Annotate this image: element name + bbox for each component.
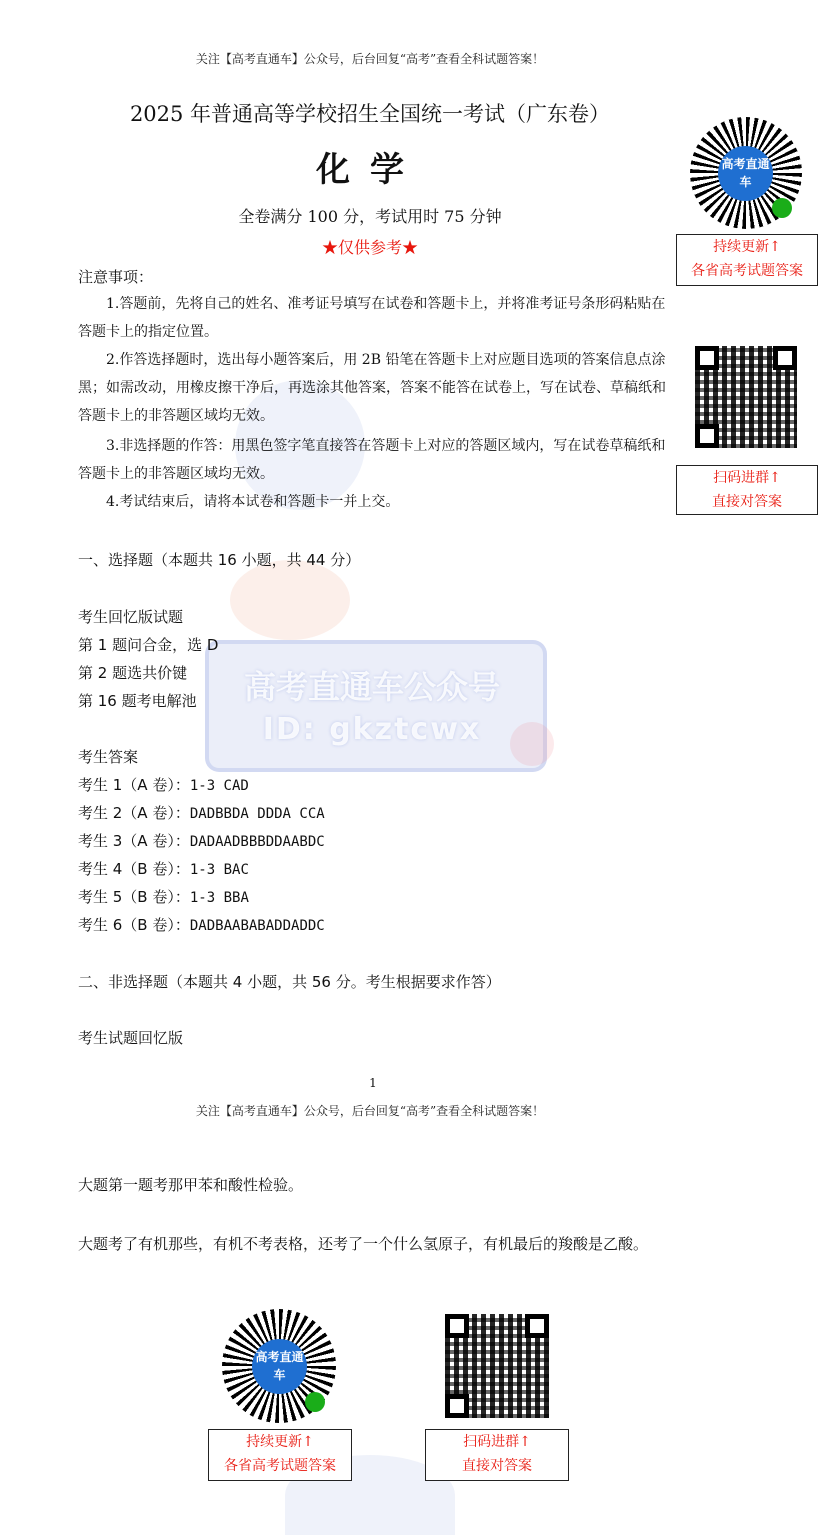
section2-heading: 二、非选择题（本题共 4 小题，共 56 分。考生根据要求作答） — [78, 973, 501, 991]
answer-value: DADAADBBBDDAABDC — [189, 834, 325, 850]
answer-label: 考生 1（A 卷）： — [78, 776, 190, 794]
qr-finder — [445, 1394, 469, 1418]
answer-value: DADBBDA DDDA CCA — [189, 806, 325, 822]
recall-item: 第 1 题问合金，选 D — [78, 636, 219, 654]
answer-label: 考生 5（B 卷）： — [78, 888, 190, 906]
flower-watermark — [510, 722, 554, 766]
page-number: 1 — [369, 1076, 377, 1090]
notice-item: 3.非选择题的作答：用黑色签字笔直接答在答题卡上对应的答题区域内，写在试卷草稿纸和答题卡上的非答题区域均无效。 — [78, 438, 666, 482]
qr-finder — [773, 346, 797, 370]
watermark-line1: 高考直通车公众号 — [243, 668, 500, 706]
answer-label: 考生 4（B 卷）： — [78, 860, 190, 878]
group-box — [425, 1429, 569, 1481]
notice-item: 2.作答选择题时，选出每小题答案后，用 2B 铅笔在答题卡上对应题目选项的答案信息点涂黑；如需改动，用橡皮擦干净后，再选涂其他答案，答案不能答在试卷上，写在试卷、草稿纸和答题卡上的非答题区域均无效。 — [78, 352, 666, 424]
answer-value: 1-3 CAD — [189, 778, 249, 794]
update-box — [676, 234, 818, 286]
fish-watermark — [230, 560, 350, 640]
miniprogram-logo-text: 高考直通车 — [721, 157, 770, 189]
recall-item: 第 16 题考电解池 — [78, 692, 197, 710]
group-box-line2: 直接对答案 — [712, 494, 782, 510]
reference-note: ★仅供参考★ — [321, 238, 418, 257]
update-box-line2: 各省高考试题答案 — [224, 1458, 336, 1474]
section2-recall-heading: 考生试题回忆版 — [78, 1029, 184, 1047]
answer-row — [78, 858, 249, 879]
group-qr-code[interactable] — [695, 346, 797, 448]
answer-row — [78, 802, 325, 823]
wechat-icon — [305, 1392, 325, 1412]
answer-value: DADBAABABADDADDC — [189, 918, 325, 934]
answer-row — [78, 774, 249, 795]
recall-heading: 考生回忆版试题 — [78, 608, 184, 626]
miniprogram-logo-text: 高考直通车 — [255, 1350, 304, 1382]
notice-heading: 注意事项： — [78, 268, 154, 286]
group-qr-code[interactable] — [445, 1314, 549, 1418]
answer-row — [78, 886, 249, 907]
qr-finder — [695, 424, 719, 448]
qr-finder — [525, 1314, 549, 1338]
section1-heading: 一、选择题（本题共 16 小题，共 44 分） — [78, 551, 361, 569]
subject-title: 化学 — [316, 150, 424, 190]
section2-item: 大题第一题考那甲苯和酸性检验。 — [78, 1176, 304, 1194]
miniprogram-logo — [252, 1339, 307, 1394]
answers-heading: 考生答案 — [78, 748, 139, 766]
update-box-line1: 持续更新↑ — [713, 239, 781, 255]
exam-meta: 全卷满分 100 分，考试用时 75 分钟 — [238, 207, 502, 226]
answer-label: 考生 2（A 卷）： — [78, 804, 190, 822]
section2-item: 大题考了有机那些，有机不考表格，还考了一个什么氢原子，有机最后的羧酸是乙酸。 — [78, 1235, 649, 1253]
recall-item: 第 2 题选共价键 — [78, 664, 188, 682]
answer-label: 考生 3（A 卷）： — [78, 832, 190, 850]
group-box — [676, 465, 818, 515]
header-note: 关注【高考直通车】公众号，后台回复“高考”查看全科试题答案！ — [195, 52, 545, 66]
answer-row — [78, 830, 325, 851]
exam-title: 2025 年普通高等学校招生全国统一考试（广东卷） — [129, 102, 611, 126]
update-box — [208, 1429, 352, 1481]
answer-row — [78, 914, 325, 935]
watermark-line2: ID: gkztcwx — [262, 712, 482, 747]
update-box-line1: 持续更新↑ — [246, 1434, 314, 1450]
answer-value: 1-3 BBA — [189, 890, 249, 906]
header-note: 关注【高考直通车】公众号，后台回复“高考”查看全科试题答案！ — [195, 1104, 545, 1118]
notice-item: 1.答题前，先将自己的姓名、准考证号填写在试卷和答题卡上，并将准考证号条形码粘贴在答题卡上的指定位置。 — [78, 296, 666, 340]
group-box-line2: 直接对答案 — [462, 1458, 532, 1474]
update-box-line2: 各省高考试题答案 — [691, 263, 803, 279]
group-box-line1: 扫码进群↑ — [463, 1434, 531, 1450]
qr-finder — [695, 346, 719, 370]
miniprogram-logo — [718, 146, 773, 201]
notice-item: 4.考试结束后，请将本试卷和答题卡一并上交。 — [106, 494, 400, 510]
answer-label: 考生 6（B 卷）： — [78, 916, 190, 934]
group-box-line1: 扫码进群↑ — [713, 470, 781, 486]
wechat-icon — [772, 198, 792, 218]
answer-value: 1-3 BAC — [189, 862, 249, 878]
qr-finder — [445, 1314, 469, 1338]
